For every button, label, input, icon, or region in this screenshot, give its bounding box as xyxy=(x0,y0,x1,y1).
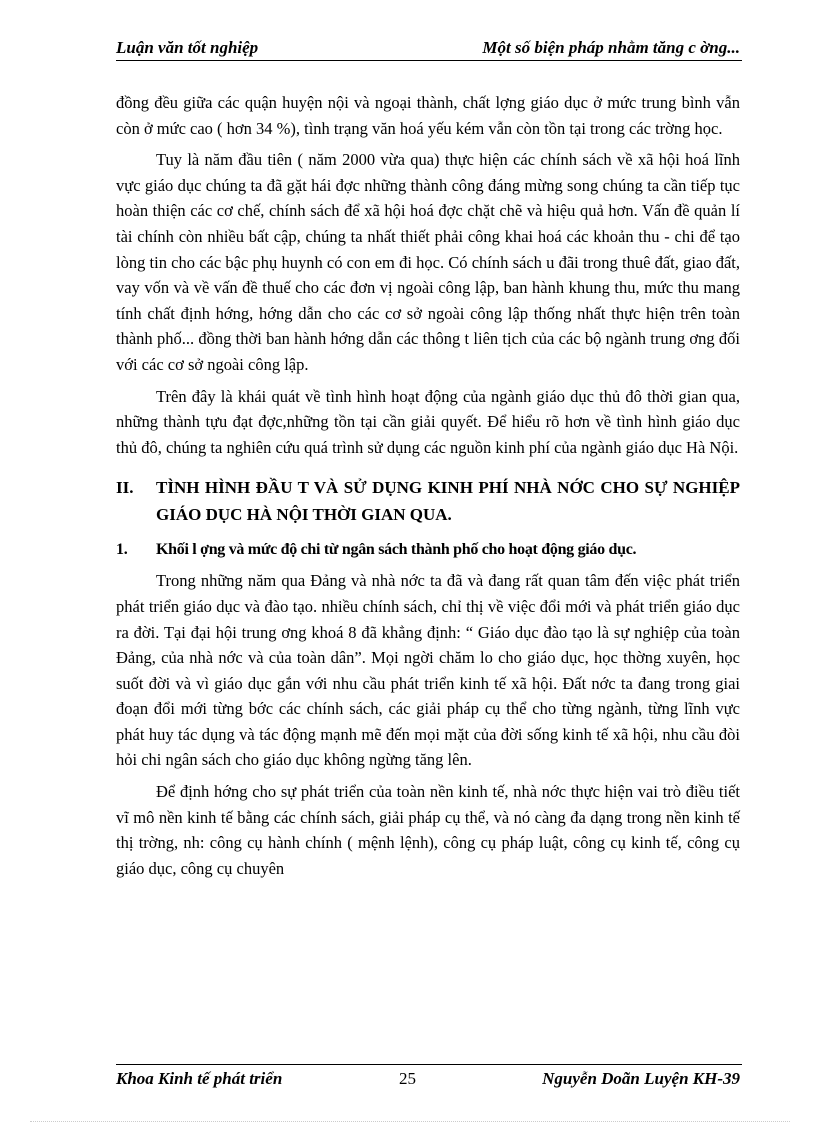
subsection-title: Khối l ợng và mức độ chi từ ngân sách thành phố cho hoạt động giáo dục. xyxy=(156,541,637,559)
paragraph: Trên đây là khái quát về tình hình hoạt động của ngành giáo dục thủ đô thời gian qua, những thành tựu đạt đợc,những tồn tại cần giải quyết. Để hiểu rõ hơn về tình hình giáo dục thủ đô, chúng ta nghiên cứu quá trình sử dụng các nguồn kinh phí của ngành giáo dục Hà Nội. xyxy=(116,386,740,457)
header-thesis-title: Một số biện pháp nhằm tăng c ờng... xyxy=(482,38,740,57)
paragraph-continued: đồng đều giữa các quận huyện nội và ngoại thành, chất lợng giáo dục ở mức trung bình vẫn còn ở mức cao ( hơn 34 %), tình trạng văn hoá yếu kém vẫn còn tồn tại trong các trờng học. xyxy=(116,93,740,138)
section-heading xyxy=(116,474,740,528)
subsection-number: 1. xyxy=(116,541,128,559)
section-number: II. xyxy=(116,478,134,498)
bottom-dotted-border xyxy=(30,1121,790,1122)
page-number: 25 xyxy=(399,1069,416,1088)
subsection-heading xyxy=(116,538,740,562)
page-footer xyxy=(116,1064,742,1091)
footer-faculty: Khoa Kinh tế phát triển xyxy=(116,1069,283,1088)
page-header xyxy=(116,36,742,61)
document-body xyxy=(116,90,740,887)
paragraph: Trong những năm qua Đảng và nhà nớc ta đã và đang rất quan tâm đến việc phát triển phát triển giáo dục và đào tạo. nhiều chính sách, chỉ thị về việc đổi mới và phát triển giáo dục ra đời. Tại đại hội trung ơng khoá 8 đã khẳng định: “ Giáo dục đào tạo là sự nghiệp của toàn Đảng, của nhà nớc và của toàn dân”. Mọi ngời chăm lo cho giáo dục, học thờng xuyên, học suốt đời và vì giáo dục gắn với nhu cầu phát triển kinh tế xã hội. Đất nớc ta đang trong giai đoạn đổi mới từng bớc các chính sách, các giải pháp cụ thể cho từng ngành, từng lĩnh vực phát huy tác dụng và tác động mạnh mẽ đến mọi mặt của đời sống kinh tế xã hội, nhu cầu đòi hỏi chi ngân sách cho giáo dục không ngừng tăng lên. xyxy=(116,571,740,770)
paragraph: Tuy là năm đầu tiên ( năm 2000 vừa qua) thực hiện các chính sách về xã hội hoá lĩnh vực giáo dục chúng ta đã gặt hái đợc những thành công đáng mừng song chúng ta cần tiếp tục hoàn thiện các cơ chế, chính sách để xã hội hoá đợc chặt chẽ và hiệu quả hơn. Vấn đề quản lí tài chính còn nhiều bất cập, chúng ta nhất thiết phải công khai hoá các khoản thu - chi để tạo lòng tin cho các bậc phụ huynh có con em đi học. Có chính sách u đãi trong thuê đất, giao đất, vay vốn và về vấn đề thuế cho các đơn vị ngoài công lập, ban hành khung thu, mức thu mang tính chất định hớng, hớng dẫn cho các cơ sở ngoài công lập thống nhất thực hiện trên toàn thành phố... đồng thời ban hành hớng dẫn các thông t liên tịch của các bộ ngành trung ơng đối với các cơ sở ngoài công lập. xyxy=(116,150,740,374)
header-thesis-label: Luận văn tốt nghiệp xyxy=(116,38,259,57)
footer-author: Nguyễn Doãn Luyện KH-39 xyxy=(542,1069,740,1088)
section-title: TÌNH HÌNH ĐẦU T VÀ SỬ DỤNG KINH PHÍ NHÀ NỚC CHO SỰ NGHIỆP GIÁO DỤC HÀ NỘI THỜI GIAN QUA. xyxy=(156,478,740,525)
paragraph: Để định hớng cho sự phát triển của toàn nền kinh tế, nhà nớc thực hiện vai trò điều tiết vĩ mô nền kinh tế bằng các chính sách, giải pháp cụ thể, và nó càng đa dạng trong nền kinh tế thị trờng, nh: công cụ hành chính ( mệnh lệnh), công cụ pháp luật, công cụ kinh tế, công cụ giáo dục, công cụ chuyên xyxy=(116,782,740,878)
